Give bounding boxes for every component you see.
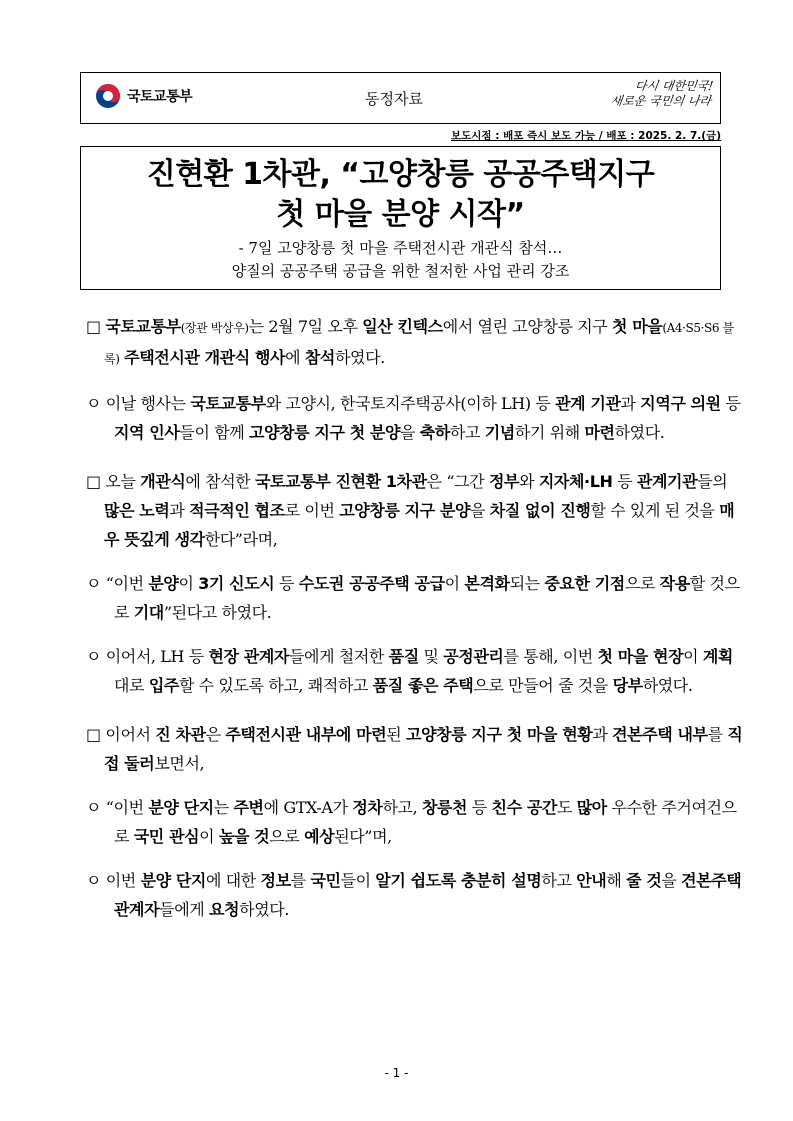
- slogan-line2: 새로운 국민의 나라: [609, 94, 712, 108]
- text-span: 으로: [269, 827, 305, 846]
- text-span: 을: [400, 423, 420, 442]
- title-line1: 진현환 1차관, “고양창릉 공공주택지구: [146, 157, 655, 192]
- text-span: 들에게 철저한: [288, 647, 389, 666]
- text-span: 하였다.: [614, 423, 665, 442]
- text-span: 를: [290, 871, 311, 890]
- text-span: 진 차관: [155, 725, 206, 744]
- text-span: 한다”라며,: [204, 530, 278, 549]
- text-span: 알기 쉽도록 충분히 설명: [375, 871, 542, 890]
- paragraph-2: [86, 389, 746, 447]
- text-span: 친수 공간: [491, 798, 557, 817]
- text-span: 적극적인 협조: [189, 501, 285, 520]
- text-span: 하고,: [382, 798, 422, 817]
- paragraph-8: [86, 866, 746, 924]
- text-span: 대로: [114, 676, 149, 695]
- text-span: 이날 행사는: [105, 394, 191, 413]
- text-span: 들에게: [159, 900, 210, 919]
- text-span: 요청: [209, 900, 240, 919]
- text-span: 주변: [233, 798, 264, 817]
- text-span: 하였다.: [642, 676, 693, 695]
- text-span: 개관식: [140, 472, 186, 491]
- text-span: 로 이번: [284, 501, 340, 520]
- text-span: 국민 관심: [133, 827, 200, 846]
- text-span: 축하: [419, 423, 450, 442]
- text-span: 주택전시관 개관식 행사: [124, 348, 286, 367]
- text-span: 하기 위해: [514, 423, 585, 442]
- text-span: “이번: [105, 574, 149, 593]
- text-span: 에 참석한: [185, 472, 255, 491]
- text-span: 고양창릉 지구 첫 마을 현황: [406, 725, 593, 744]
- text-span: 지자체·LH: [538, 472, 613, 491]
- doc-type: 동정자료: [365, 90, 423, 108]
- text-span: 참석: [304, 348, 335, 367]
- text-span: 되는: [509, 574, 545, 593]
- text-span: 공정관리: [443, 647, 504, 666]
- text-span: 을: [470, 501, 490, 520]
- text-span: 정보: [260, 871, 291, 890]
- text-span: 품질: [388, 647, 419, 666]
- text-span: 고양창릉 지구 분양: [339, 501, 471, 520]
- text-span: 된: [386, 725, 407, 744]
- text-span: 관계 기관: [555, 394, 621, 413]
- text-span: 3기 신도시: [198, 574, 275, 593]
- circle-bullet: ㅇ: [86, 647, 106, 666]
- text-span: 첫 마을 현장: [597, 647, 684, 666]
- text-span: 관계기관: [636, 472, 698, 491]
- text-span: 지역 인사: [114, 423, 180, 442]
- subtitle-line2: 양질의 공공주택 공급을 위한 철저한 사업 관리 강조: [231, 262, 570, 280]
- taegeuk-emblem-icon: [95, 83, 121, 109]
- text-span: 에 대한: [205, 871, 261, 890]
- text-span: 직접 둘러: [104, 725, 743, 773]
- text-span: 수도권 공공주택 공급: [298, 574, 445, 593]
- body-text: [86, 312, 746, 924]
- text-span: 와 고양시, 한국토지주택공사(이하 LH) 등: [265, 394, 556, 413]
- text-span: 지역구 의원: [640, 394, 721, 413]
- text-span: 첫 마을: [612, 317, 663, 336]
- text-span: 하고: [541, 871, 577, 890]
- circle-bullet: ㅇ: [86, 871, 106, 890]
- text-span: 품질 좋은 주택: [372, 676, 474, 695]
- text-span: 할 수 있게 된 것을: [590, 501, 720, 520]
- text-span: 고양창릉 지구 첫 분양: [249, 423, 401, 442]
- text-span: 견본주택 관계자: [114, 871, 742, 919]
- text-span: 기념: [484, 423, 515, 442]
- text-span: 들이: [340, 871, 376, 890]
- text-span: 할 수 있도록 하고, 쾌적하고: [178, 676, 373, 695]
- text-span: 은 “그간: [426, 472, 489, 491]
- text-span: 을: [661, 871, 682, 890]
- title-box: [80, 146, 721, 290]
- text-span: 줄 것: [626, 871, 662, 890]
- text-span: 창릉천: [421, 798, 468, 817]
- square-bullet: □: [86, 725, 106, 744]
- text-span: 매우 뜻깊게 생각: [104, 501, 735, 549]
- square-bullet: □: [86, 317, 106, 336]
- text-span: “이번: [105, 798, 149, 817]
- text-span: 분양 단지: [148, 798, 214, 817]
- circle-bullet: ㅇ: [86, 574, 106, 593]
- text-span: 정부: [488, 472, 520, 491]
- circle-bullet: ㅇ: [86, 394, 106, 413]
- text-span: 이: [199, 827, 219, 846]
- text-span: 많은 노력: [104, 501, 170, 520]
- circle-bullet: ㅇ: [86, 798, 106, 817]
- text-span: 견본주택 내부: [612, 725, 708, 744]
- text-span: 를 통해, 이번: [503, 647, 598, 666]
- text-span: 으로 만들어 줄 것을: [473, 676, 613, 695]
- text-span: 입주: [148, 676, 179, 695]
- slogan-line1: 다시 대한민국!: [633, 79, 715, 93]
- text-span: 보면서,: [154, 754, 205, 773]
- text-span: 하고: [449, 423, 485, 442]
- text-span: 도: [556, 798, 577, 817]
- text-span: 현장 관계자: [208, 647, 289, 666]
- text-span: 마련: [584, 423, 615, 442]
- text-span: 를: [707, 725, 728, 744]
- text-span: 과: [169, 501, 190, 520]
- text-span: 등: [720, 394, 741, 413]
- text-span: 들이 함께: [179, 423, 250, 442]
- text-span: 과: [592, 725, 613, 744]
- text-span: 및: [418, 647, 444, 666]
- text-span: 이: [444, 574, 465, 593]
- text-span: 에 GTX-A가: [263, 798, 353, 817]
- paragraph-3: [86, 467, 746, 554]
- paragraph-5: [86, 642, 746, 700]
- text-span: 차질 없이 진행: [489, 501, 591, 520]
- text-span: 분양 단지: [140, 871, 206, 890]
- title-line2: 첫 마을 분양 시작”: [276, 197, 525, 232]
- header-box: [80, 72, 721, 124]
- slogan: [560, 79, 714, 109]
- text-span: 계획: [702, 647, 733, 666]
- text-span: 는: [213, 798, 234, 817]
- text-span: 오늘: [105, 472, 141, 491]
- text-span: 정차: [352, 798, 383, 817]
- square-bullet: □: [86, 472, 106, 491]
- page-number: - 1 -: [384, 1066, 409, 1080]
- text-span: 국토교통부: [105, 317, 181, 336]
- text-span: 해: [606, 871, 627, 890]
- text-span: ”된다고 하였다.: [163, 603, 272, 622]
- text-span: 이: [683, 647, 703, 666]
- ministry-logo: [95, 83, 192, 109]
- text-span: 에: [285, 348, 305, 367]
- ministry-name: 국토교통부: [127, 89, 193, 105]
- text-span: 당부: [612, 676, 643, 695]
- paragraph-1: [86, 312, 746, 374]
- text-span: 등: [467, 798, 492, 817]
- text-span: 예상: [304, 827, 335, 846]
- text-span: 들의: [697, 472, 728, 491]
- text-span: 높을 것: [218, 827, 270, 846]
- text-span: 국토교통부: [190, 394, 266, 413]
- text-span: 하였다.: [239, 900, 290, 919]
- text-span: 에서 열린 고양창릉 지구: [442, 317, 612, 336]
- text-span: 등: [274, 574, 299, 593]
- subtitle: [81, 237, 720, 283]
- text-span: 본격화: [464, 574, 510, 593]
- release-info: 보도시점 : 배포 즉시 보도 가능 / 배포 : 2025. 2. 7.(금): [451, 130, 721, 142]
- text-span: 국민: [310, 871, 341, 890]
- paragraph-4: [86, 569, 746, 627]
- text-span: 많아: [576, 798, 607, 817]
- text-span: 하였다.: [334, 348, 385, 367]
- text-span: 이어서, LH 등: [105, 647, 209, 666]
- text-span: 과: [620, 394, 641, 413]
- text-span: 작용: [659, 574, 690, 593]
- text-span: 는 2월 7일 오후: [248, 317, 363, 336]
- text-span: (A4·S5·S6 블록): [104, 321, 734, 366]
- text-span: 기대: [133, 603, 164, 622]
- text-span: 분양: [148, 574, 179, 593]
- text-span: 안내: [576, 871, 607, 890]
- text-span: 우수한 주거여건으로: [114, 798, 737, 846]
- text-span: 은: [205, 725, 226, 744]
- text-span: 이: [178, 574, 199, 593]
- text-span: 등: [612, 472, 637, 491]
- text-span: 일산 킨텍스: [362, 317, 443, 336]
- text-span: 중요한 기점: [544, 574, 625, 593]
- text-span: 국토교통부 진현환 1차관: [255, 472, 427, 491]
- paragraph-6: [86, 720, 746, 778]
- text-span: 이어서: [105, 725, 156, 744]
- subtitle-line1: - 7일 고양창릉 첫 마을 주택전시관 개관식 참석…: [238, 239, 563, 257]
- text-span: 와: [519, 472, 539, 491]
- text-span: 할 것으로: [114, 574, 740, 622]
- text-span: (장관 박상우): [180, 321, 249, 335]
- title: [81, 155, 720, 235]
- paragraph-7: [86, 793, 746, 851]
- text-span: 된다”며,: [334, 827, 392, 846]
- text-span: 으로: [624, 574, 660, 593]
- text-span: 주택전시관 내부에 마련: [225, 725, 387, 744]
- text-span: 이번: [105, 871, 141, 890]
